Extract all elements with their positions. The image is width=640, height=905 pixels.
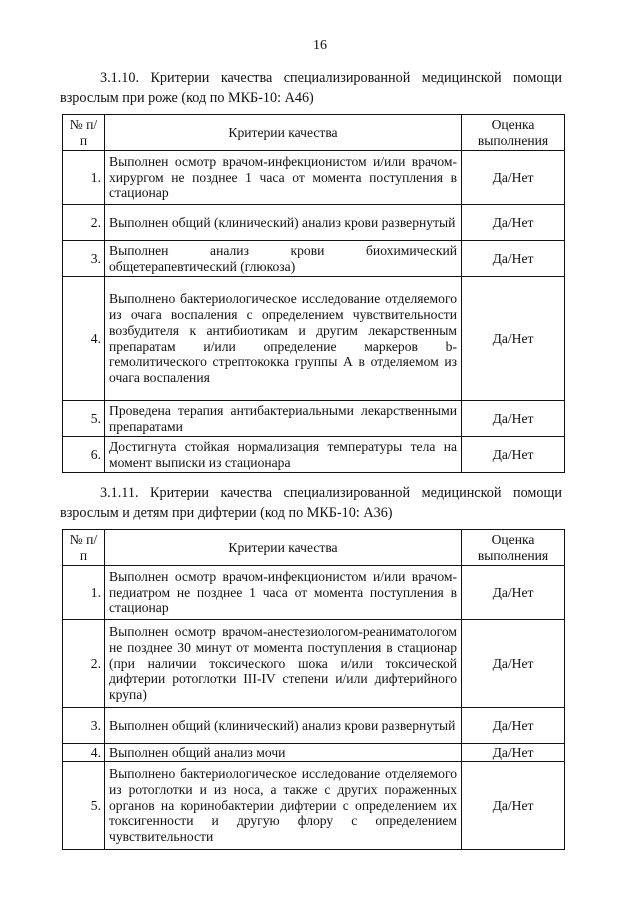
row-evaluation: Да/Нет [462,620,565,708]
row-criterion: Достигнута стойкая нормализация температуры тела на момент выписки из стационара [105,437,462,473]
row-evaluation: Да/Нет [462,151,565,205]
header-number: № п/п [63,115,105,151]
table-row [63,744,565,762]
row-number: 6. [63,437,105,473]
row-number: 3. [63,241,105,277]
table-header-row [63,530,565,566]
section-heading-3-1-11: 3.1.11. Критерии качества специализированной медицинской помощи взрослым и детям при дифтерии (код по МКБ-10: А36) [60,485,562,521]
row-evaluation: Да/Нет [462,437,565,473]
row-evaluation: Да/Нет [462,205,565,241]
table-row [63,277,565,401]
row-number: 2. [63,205,105,241]
row-criterion: Выполнен общий (клинический) анализ крови развернутый [105,205,462,241]
row-number: 1. [63,151,105,205]
page-number: 16 [313,38,327,53]
table-row [63,437,565,473]
row-evaluation: Да/Нет [462,762,565,850]
table-row [63,151,565,205]
header-number: № п/п [63,530,105,566]
row-criterion: Выполнено бактериологическое исследование отделяемого из очага воспаления с определением чувствительности возбудителя к антибиотикам и другим лекарственным препаратам и/или определение маркеров b-гемолитического стрептококка группы А в отделяемом из очага воспаления [105,277,462,401]
row-number: 1. [63,566,105,620]
row-number: 4. [63,744,105,762]
row-number: 4. [63,277,105,401]
table-row [63,241,565,277]
header-evaluation: Оценка выполнения [462,115,565,151]
criteria-table-diphtheria [62,529,565,850]
row-criterion: Выполнено бактериологическое исследование отделяемого из ротоглотки и из носа, а также с других пораженных органов на коринобактерии дифтерии с определением их токсигенности и другую флору с определением чувствительности [105,762,462,850]
row-number: 5. [63,762,105,850]
row-evaluation: Да/Нет [462,744,565,762]
row-evaluation: Да/Нет [462,708,565,744]
table-row [63,762,565,850]
table-header-row [63,115,565,151]
row-criterion: Выполнен осмотр врачом-анестезиологом-реаниматологом не позднее 30 минут от момента поступления в стационар (при наличии токсического шока и/или токсической дифтерии ротоглотки III-IV степени и/или дифтерийного крупа) [105,620,462,708]
section-heading-3-1-10: 3.1.10. Критерии качества специализированной медицинской помощи взрослым при роже (код по МКБ-10: А46) [60,70,562,106]
row-criterion: Выполнен осмотр врачом-инфекционистом и/или врачом-педиатром не позднее 1 часа от момента поступления в стационар [105,566,462,620]
header-criteria: Критерии качества [105,115,462,151]
row-evaluation: Да/Нет [462,401,565,437]
header-evaluation: Оценка выполнения [462,530,565,566]
row-criterion: Проведена терапия антибактериальными лекарственными препаратами [105,401,462,437]
table-row [63,566,565,620]
table-row [63,205,565,241]
row-criterion: Выполнен общий анализ мочи [105,744,462,762]
row-number: 5. [63,401,105,437]
row-criterion: Выполнен анализ крови биохимический общетерапевтический (глюкоза) [105,241,462,277]
table-row [63,620,565,708]
row-number: 3. [63,708,105,744]
table-row [63,708,565,744]
criteria-table-erysipelas [62,114,565,473]
row-number: 2. [63,620,105,708]
row-criterion: Выполнен общий (клинический) анализ крови развернутый [105,708,462,744]
header-criteria: Критерии качества [105,530,462,566]
row-evaluation: Да/Нет [462,566,565,620]
row-evaluation: Да/Нет [462,241,565,277]
table-row [63,401,565,437]
row-evaluation: Да/Нет [462,277,565,401]
row-criterion: Выполнен осмотр врачом-инфекционистом и/или врачом-хирургом не позднее 1 часа от момента поступления в стационар [105,151,462,205]
